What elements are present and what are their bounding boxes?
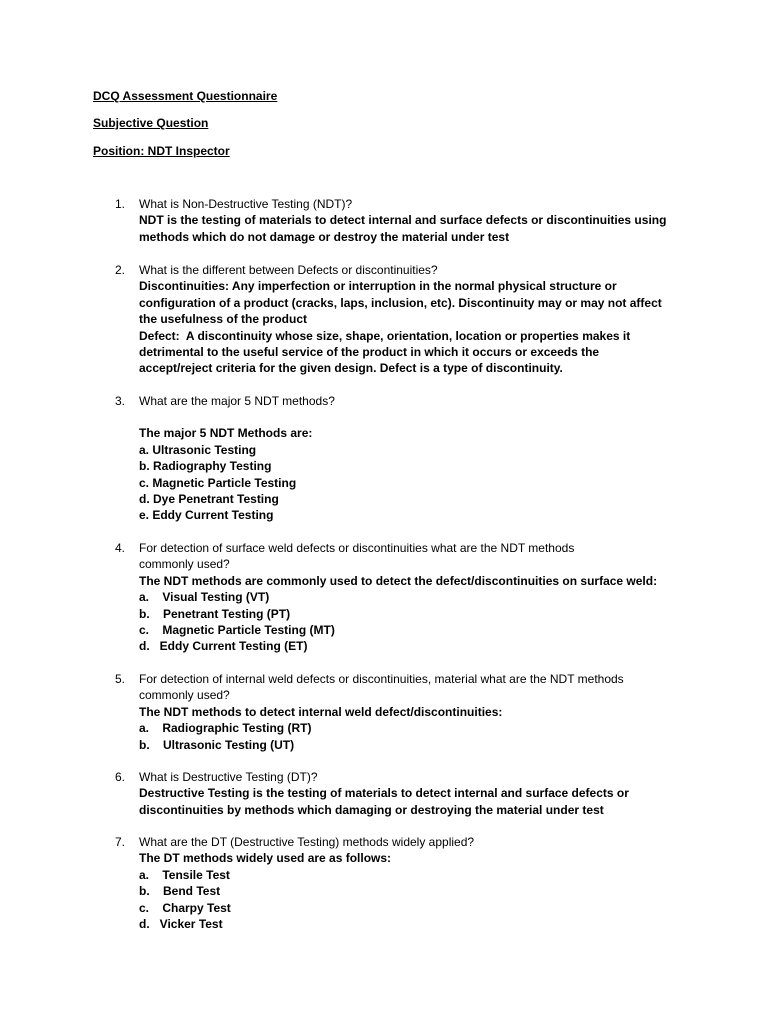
list-item: a. Radiographic Testing (RT): [139, 721, 312, 736]
answer-line: configuration of a product (cracks, laps, inclusion, etc). Discontinuity may or may not affect: [139, 295, 662, 310]
position-heading: [93, 143, 230, 159]
document-title: [93, 88, 277, 104]
answer-intro: The major 5 NDT Methods are:: [139, 426, 313, 441]
defect-text: A discontinuity whose size, shape, orientation, location or properties makes it: [179, 328, 631, 343]
list-item: c. Magnetic Particle Testing: [139, 475, 297, 490]
question-text: What are the DT (Destructive Testing) methods widely applied?: [139, 835, 475, 849]
question-text: commonly used?: [139, 688, 230, 703]
list-item: a. Visual Testing (VT): [139, 590, 270, 605]
defect-label: Defect:: [139, 328, 180, 343]
question-number: 2.: [115, 263, 126, 277]
answer-line: the usefulness of the product: [139, 312, 308, 327]
question-content: [139, 540, 699, 655]
answer-intro: The DT methods widely used are as follows:: [139, 851, 392, 866]
question-content: [139, 769, 699, 818]
answer-intro: The NDT methods are commonly used to detect the defect/discontinuities on surface weld:: [139, 573, 658, 588]
question-content: [139, 834, 699, 932]
question-number: 1.: [115, 197, 126, 211]
list-item: b. Bend Test: [139, 884, 221, 899]
list-item: d. Vicker Test: [139, 917, 223, 932]
list-item: d. Dye Penetrant Testing: [139, 492, 279, 507]
question-content: [139, 196, 699, 245]
question-text: commonly used?: [139, 557, 230, 572]
discontinuity-text: Any imperfection or interruption in the normal physical structure or: [229, 279, 617, 294]
list-item: c. Magnetic Particle Testing (MT): [139, 623, 335, 638]
question-content: [139, 393, 699, 524]
question-content: [139, 671, 699, 753]
answer-line: NDT is the testing of materials to detect internal and surface defects or discontinuities using: [139, 213, 667, 228]
document-subtitle: [93, 115, 208, 131]
list-item: c. Charpy Test: [139, 900, 231, 915]
list-item: b. Radiography Testing: [139, 459, 272, 474]
question-text: What is Non-Destructive Testing (NDT)?: [139, 197, 353, 211]
subtitle-text: Subjective Question: [93, 116, 209, 130]
question-text: For detection of internal weld defects or discontinuities, material what are the NDT methods: [139, 672, 624, 686]
list-item: d. Eddy Current Testing (ET): [139, 639, 308, 654]
question-content: [139, 262, 699, 377]
answer-line: detrimental to the useful service of the product in which it occurs or exceeds the: [139, 345, 600, 360]
question-text: What are the major 5 NDT methods?: [139, 394, 335, 408]
answer-line: [139, 278, 699, 294]
list-item: a. Tensile Test: [139, 867, 230, 882]
question-number: 6.: [115, 770, 126, 784]
discontinuity-label: Discontinuities:: [139, 279, 230, 294]
answer-line: [139, 328, 699, 344]
question-number: 3.: [115, 394, 126, 408]
answer-intro: The NDT methods to detect internal weld defect/discontinuities:: [139, 704, 503, 719]
position-text: Position: NDT Inspector: [93, 144, 230, 158]
list-item: e. Eddy Current Testing: [139, 508, 274, 523]
list-item: b. Ultrasonic Testing (UT): [139, 737, 295, 752]
answer-line: methods which do not damage or destroy the material under test: [139, 229, 510, 244]
answer-line: Destructive Testing is the testing of materials to detect internal and surface defects or: [139, 786, 629, 801]
question-number: 7.: [115, 835, 126, 849]
question-text: What is the different between Defects or discontinuities?: [139, 263, 438, 277]
title-text: DCQ Assessment Questionnaire: [93, 89, 278, 103]
answer-line: discontinuities by methods which damaging or destroying the material under test: [139, 802, 604, 817]
list-item: a. Ultrasonic Testing: [139, 442, 257, 457]
question-text: What is Destructive Testing (DT)?: [139, 770, 318, 784]
answer-line: accept/reject criteria for the given design. Defect is a type of discontinuity.: [139, 361, 563, 376]
question-text: For detection of surface weld defects or discontinuities what are the NDT methods: [139, 541, 575, 555]
question-number: 5.: [115, 672, 126, 686]
list-item: b. Penetrant Testing (PT): [139, 606, 291, 621]
question-number: 4.: [115, 541, 126, 555]
